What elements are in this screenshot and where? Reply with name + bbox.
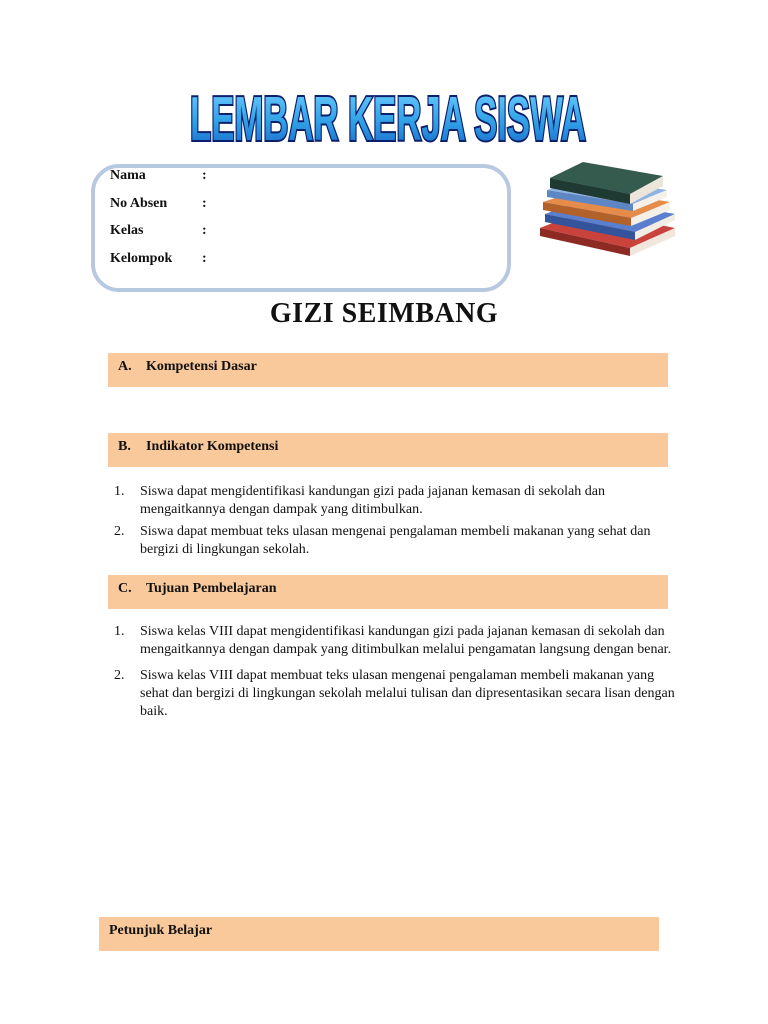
list-text: Siswa dapat mengidentifikasi kandungan gizi pada jajanan kemasan di sekolah dan mengaitkannya dengan dampak yang ditimbulkan.: [140, 484, 605, 517]
banner-title: [183, 78, 593, 158]
list-number: 2.: [114, 524, 125, 539]
identity-label: No Absen: [110, 196, 168, 211]
list-number: 2.: [114, 668, 125, 683]
section-c-list: [114, 623, 684, 721]
list-text: Siswa dapat membuat teks ulasan mengenai pengalaman membeli makanan yang sehat dan bergizi di lingkungan sekolah.: [140, 524, 651, 557]
section-b-header: [108, 433, 668, 467]
section-letter: B.: [118, 439, 131, 454]
identity-row-kelompok: [110, 251, 207, 267]
identity-colon: :: [202, 196, 207, 211]
section-letter: C.: [118, 581, 132, 596]
section-b-list: [114, 483, 684, 559]
list-text: Siswa kelas VIII dapat membuat teks ulasan mengenai pengalaman membeli makanan yang sehat dan bergizi di lingkungan sekolah melalui tulisan dan dipresentasikan secara lisan dengan baik.: [140, 668, 675, 719]
section-label: Kompetensi Dasar: [146, 359, 257, 374]
identity-colon: :: [202, 223, 207, 238]
identity-row-kelas: [110, 223, 207, 239]
banner-text: LEMBAR KERJA SISWA: [190, 85, 586, 154]
identity-row-no-absen: [110, 196, 207, 212]
books-icon: [535, 158, 680, 266]
identity-label: Nama: [110, 168, 146, 183]
list-item: [114, 523, 684, 559]
identity-row-nama: [110, 168, 207, 184]
identity-label: Kelompok: [110, 251, 173, 266]
list-item: [114, 667, 684, 721]
section-c-header: [108, 575, 668, 609]
section-letter: A.: [118, 359, 132, 374]
section-label: Petunjuk Belajar: [109, 923, 213, 938]
list-item: [114, 623, 684, 659]
identity-colon: :: [202, 251, 207, 266]
page-title: GIZI SEIMBANG: [269, 298, 499, 329]
list-text: Siswa kelas VIII dapat mengidentifikasi kandungan gizi pada jajanan kemasan di sekolah dan mengaitkannya dengan dampak yang ditimbulkan melalui pengamatan langsung dengan benar.: [140, 624, 672, 657]
books-illustration: [535, 158, 680, 266]
identity-colon: :: [202, 168, 207, 183]
section-a-header: [108, 353, 668, 387]
list-item: [114, 483, 684, 519]
identity-label: Kelas: [110, 223, 144, 238]
section-label: Tujuan Pembelajaran: [146, 581, 277, 596]
banner-wordart: [183, 78, 593, 158]
section-label: Indikator Kompetensi: [146, 439, 279, 454]
list-number: 1.: [114, 624, 125, 639]
petunjuk-belajar-header: [99, 917, 659, 951]
list-number: 1.: [114, 484, 125, 499]
